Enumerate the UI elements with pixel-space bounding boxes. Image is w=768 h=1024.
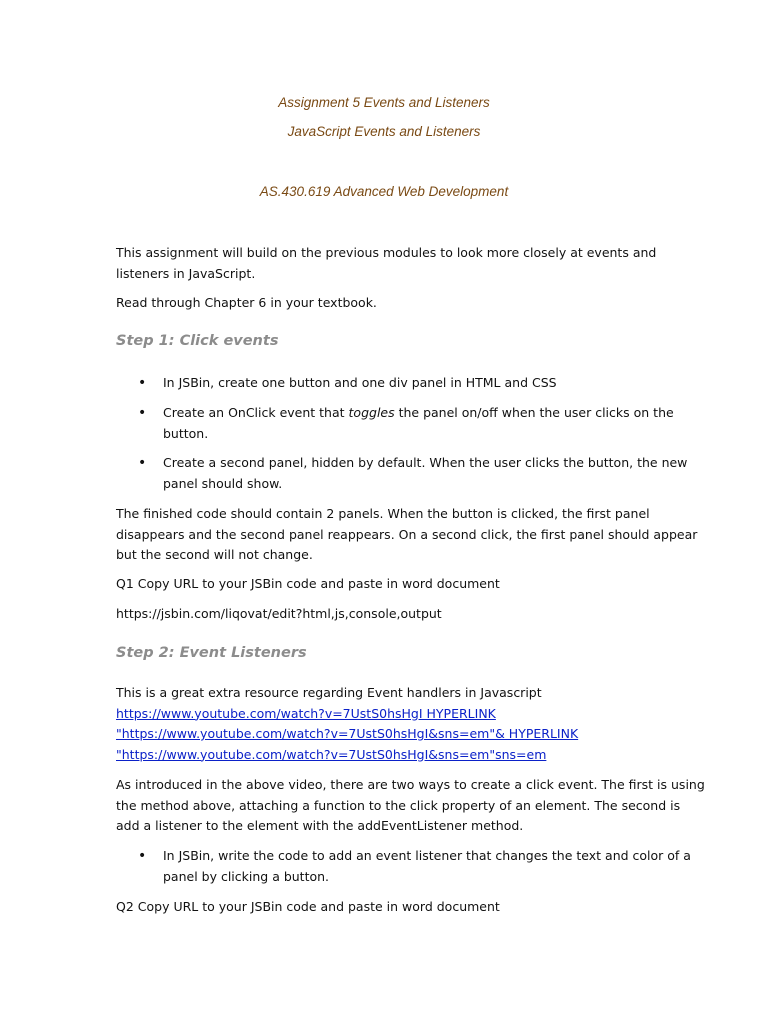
youtube-link[interactable]: "https://www.youtube.com/watch?v=7UstS0hsHgI&sns=em"& HYPERLINK [116, 726, 579, 741]
q2-paragraph [116, 897, 661, 918]
bullet-icon: • [138, 405, 147, 421]
bullet-icon: • [138, 848, 147, 864]
jsbin-url-text: https://jsbin.com/liqovat/edit?html,js,console,output [116, 606, 442, 621]
bullet-icon: • [138, 375, 147, 391]
bullet-text: panel should show. [163, 475, 283, 491]
bullet-text: Create a second panel, hidden by default. When the user clicks the button, the new [163, 455, 688, 470]
bullet-text [163, 403, 674, 424]
step2-heading: Step 2: Event Listeners [116, 645, 307, 661]
paragraph-line: The finished code should contain 2 panels. When the button is clicked, the first panel [116, 506, 650, 521]
intro-line: listeners in JavaScript. [116, 265, 256, 281]
paragraph-line: disappears and the second panel reappears. On a second click, the first panel should appear [116, 526, 698, 542]
bullet-text-part: the panel on/off when the user clicks on the [394, 405, 674, 420]
assignment-subtitle: JavaScript Events and Listeners [287, 124, 481, 139]
assignment-title: Assignment 5 Events and Listeners [278, 95, 490, 110]
paragraph-line: but the second will not change. [116, 547, 313, 562]
intro-paragraph [116, 243, 661, 284]
emphasis-text: toggles [348, 405, 395, 420]
resource-paragraph [116, 683, 661, 765]
q1-paragraph [116, 574, 661, 595]
paragraph-line: As introduced in the above video, there are two ways to create a click event. The first is using [116, 777, 705, 792]
bullet-text: panel by clicking a button. [163, 868, 330, 884]
reading-paragraph [116, 293, 661, 314]
bullet-text: In JSBin, create one button and one div panel in HTML and CSS [163, 375, 557, 390]
bullet-text: button. [163, 425, 209, 441]
step1-heading: Step 1: Click events [116, 333, 279, 349]
paragraph-line: the method above, attaching a function to the click property of an element. The second is [116, 797, 681, 813]
bullet-text-part: Create an OnClick event that [163, 405, 349, 420]
question-text: Q1 Copy URL to your JSBin code and paste in word document [116, 576, 500, 591]
youtube-link[interactable]: "https://www.youtube.com/watch?v=7UstS0hsHgI&sns=em"sns=em [116, 746, 547, 762]
q1-answer [116, 604, 661, 625]
reading-line: Read through Chapter 6 in your textbook. [116, 295, 377, 310]
question-text: Q2 Copy URL to your JSBin code and paste in word document [116, 899, 500, 914]
intro-line: This assignment will build on the previous modules to look more closely at events and [116, 245, 657, 260]
resource-text: This is a great extra resource regarding Event handlers in Javascript [116, 685, 542, 700]
youtube-link[interactable]: https://www.youtube.com/watch?v=7UstS0hsHgI HYPERLINK [116, 705, 496, 721]
bullet-icon: • [138, 455, 147, 471]
bullet-text: In JSBin, write the code to add an event listener that changes the text and color of a [163, 848, 691, 863]
paragraph-line: add a listener to the element with the addEventListener method. [116, 818, 524, 833]
step1-paragraph [116, 504, 698, 566]
step2-paragraph [116, 775, 705, 837]
course-title: AS.430.619 Advanced Web Development [259, 184, 509, 199]
